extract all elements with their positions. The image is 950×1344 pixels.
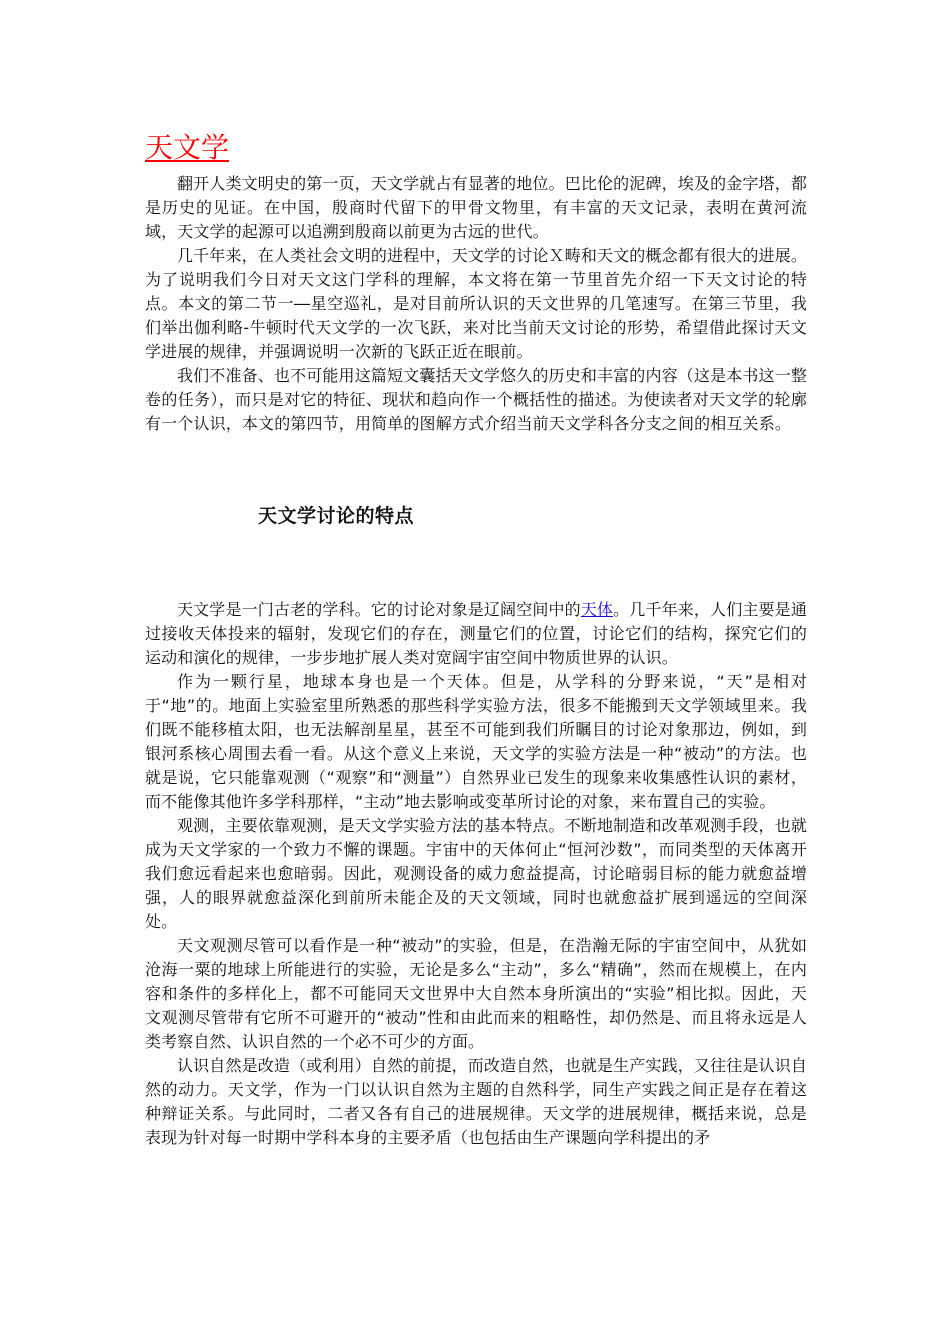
section-paragraph: 认识自然是改造（或利用）自然的前提，而改造自然，也就是生产实践，又往往是认识自然的动力。天文学，作为一门以认识自然为主题的自然科学，同生产实践之间正是存在着这种辩证关系。与此同时，二者又各有自己的进展规律。天文学的进展规律，概括来说，总是表现为针对每一时期中学科本身的主要矛盾（也包括由生产课题向学科提出的矛 xyxy=(145,1056,807,1147)
intro-paragraph: 几千年来，在人类社会文明的进程中，天文学的讨论Ｘ畴和天文的概念都有很大的进展。为了说明我们今日对天文这门学科的理解，本文将在第一节里首先介绍一下天文讨论的特点。本文的第二节一―星空巡礼，是对目前所认识的天文世界的几笔速写。在第三节里，我们举出伽利略-牛顿时代天文学的一次飞跃，来对比当前天文讨论的形势，希望借此探讨天文学进展的规律，并强调说明一次新的飞跃正近在眼前。 xyxy=(145,246,807,361)
paragraph-text: 天文学是一门古老的学科。它的讨论对象是辽阔空间中的 xyxy=(177,600,581,619)
section-body xyxy=(145,598,807,1150)
intro-paragraph: 翻开人类文明史的第一页，天文学就占有显著的地位。巴比伦的泥碑，埃及的金字塔，都是历史的见证。在中国，殷商时代留下的甲骨文物里，有丰富的天文记录，表明在黄河流域，天文学的起源可以追溯到殷商以前更为古远的世代。 xyxy=(145,174,807,241)
intro-paragraph: 我们不准备、也不可能用这篇短文囊括天文学悠久的历史和丰富的内容（这是本书这一整卷的任务），而只是对它的特征、现状和趋向作一个概括性的描述。为使读者对天文学的轮廓有一个认识，本文的第四节，用简单的图解方式介绍当前天文学科各分支之间的相互关系。 xyxy=(145,366,807,433)
section-paragraph: 作为一颗行星，地球本身也是一个天体。但是，从学科的分野来说，“天”是相对于“地”的。地面上实验室里所熟悉的那些科学实验方法，很多不能搬到天文学领域里来。我们既不能移植太阳，也无法解剖星星，甚至不可能到我们所瞩目的讨论对象那边，例如，到银河系核心周围去看一看。从这个意义上来说，天文学的实验方法是一种“被动”的方法。也就是说，它只能靠观测（“观察”和“测量”）自然界业已发生的现象来收集感性认识的素材，而不能像其他许多学科那样，“主动”地去影响或变革所讨论的对象，来布置自己的实验。 xyxy=(145,672,807,811)
document-page xyxy=(145,128,807,1150)
section-paragraph xyxy=(145,598,807,670)
section-paragraph: 天文观测尽管可以看作是一种“被动”的实验，但是，在浩瀚无际的宇宙空间中，从犹如沧海一粟的地球上所能进行的实验，无论是多么“主动”，多么“精确”，然而在规模上，在内容和条件的多样化上，都不可能同天文世界中大自然本身所演出的“实验”相比拟。因此，天文观测尽管带有它所不可避开的“被动”性和由此而来的粗略性，却仍然是、而且将永远是人类考察自然、认识自然的一个必不可少的方面。 xyxy=(145,936,807,1051)
section-paragraph: 观测，主要依靠观测，是天文学实验方法的基本特点。不断地制造和改革观测手段，也就成为天文学家的一个致力不懈的课题。宇宙中的天体何止“恒河沙数”，而同类型的天体离开我们愈远看起来也愈暗弱。因此，观测设备的威力愈益提高，讨论暗弱目标的能力就愈益增强，人的眼界就愈益深化到前所未能企及的天文领域，同时也就愈益扩展到遥远的空间深处。 xyxy=(145,816,807,931)
section-heading: 天文学讨论的特点 xyxy=(258,505,415,527)
intro-section xyxy=(145,172,807,436)
celestial-body-link[interactable]: 天体 xyxy=(580,600,614,619)
paragraph-text: 。几千年来，人们主要是通过接收天体投来的辐射，发现它们的存在，测量它们的位置，讨论它们的结构，探究它们的运动和演化的规律，一步步地扩展人类对宽阔宇宙空间中物质世界的认识。 xyxy=(145,600,807,667)
document-title[interactable]: 天文学 xyxy=(145,131,230,164)
